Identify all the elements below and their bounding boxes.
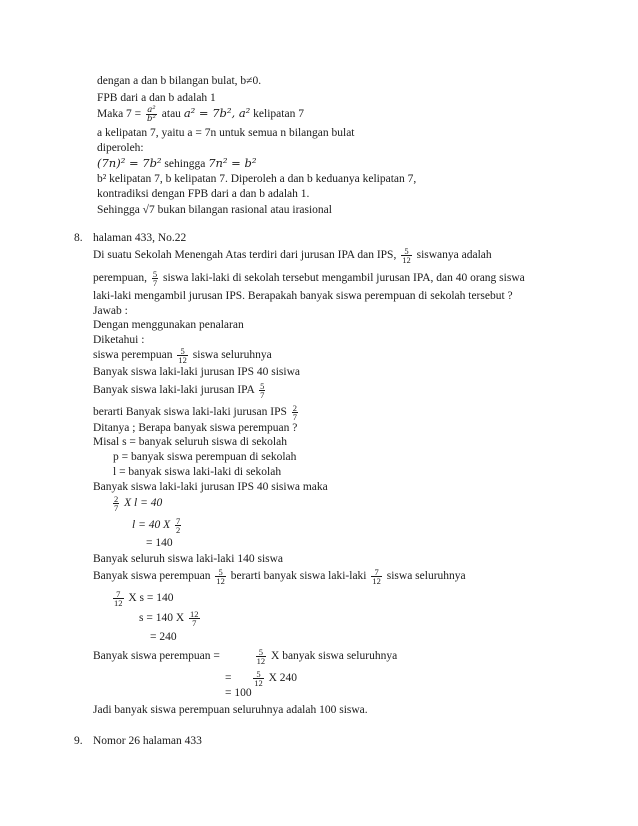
text-span: X banyak siswa seluruhnya xyxy=(271,650,398,663)
fraction xyxy=(175,517,181,534)
problem-line xyxy=(93,247,492,264)
numerator: a² xyxy=(147,105,156,115)
text-span: Maka 7 = xyxy=(97,108,142,121)
text-span: siswa seluruhnya xyxy=(192,349,272,362)
step-line: Banyak siswa laki-laki jurusan IPS 40 sisiwa maka xyxy=(93,481,328,493)
result-line: = 100 xyxy=(225,687,252,699)
item-number: 8. xyxy=(74,232,83,244)
denominator: 12 xyxy=(254,678,263,688)
text-line: dengan a dan b bilangan bulat, b≠0. xyxy=(97,75,262,87)
text-span: siswa laki-laki di sekolah tersebut mengambil jurusan IPA, dan 40 orang siswa xyxy=(162,272,525,285)
fraction xyxy=(292,404,298,421)
denominator: 7 xyxy=(260,390,265,400)
text-span: berarti banyak siswa laki-laki xyxy=(227,570,367,583)
fraction xyxy=(177,347,188,364)
let-line: Misal s = banyak seluruh siswa di sekolah xyxy=(93,436,287,448)
text-line xyxy=(97,156,256,171)
let-line: p = banyak siswa perempuan di sekolah xyxy=(113,451,297,463)
step-line xyxy=(139,610,202,627)
text-line: Dengan menggunakan penalaran xyxy=(93,319,244,331)
text-span: X 240 xyxy=(268,672,298,685)
item-number: 9. xyxy=(74,735,83,747)
text-span: siswa seluruhnya xyxy=(386,570,466,583)
text-span: Banyak siswa laki-laki jurusan IPA xyxy=(93,384,255,397)
denominator: 12 xyxy=(178,355,187,365)
text-span: sehingga xyxy=(164,158,209,170)
text-line: a kelipatan 7, yaitu a = 7n untuk semua n bilangan bulat xyxy=(97,127,355,139)
fraction xyxy=(113,590,124,607)
numerator: 5 xyxy=(215,568,226,577)
result-line xyxy=(93,648,397,665)
fraction xyxy=(259,382,265,399)
denominator: b² xyxy=(147,114,156,124)
fraction xyxy=(371,568,382,585)
fraction xyxy=(189,610,200,627)
text-span: l = 40 X xyxy=(132,519,171,532)
item-title: Nomor 26 halaman 433 xyxy=(93,735,202,747)
text-line: kontradiksi dengan FPB dari a dan b adalah 1. xyxy=(97,188,310,200)
text-span: = xyxy=(225,672,232,685)
fraction xyxy=(146,106,157,123)
numerator: 5 xyxy=(177,347,188,356)
text-span: Di suatu Sekolah Menengah Atas terdiri dari jurusan IPA dan IPS, xyxy=(93,249,397,262)
problem-line xyxy=(93,270,525,287)
known-line xyxy=(93,382,267,399)
step-line: = 140 xyxy=(146,537,173,549)
conclusion-line: Jadi banyak siswa perempuan seluruhnya adalah 100 siswa. xyxy=(93,704,368,716)
equation: (7n)² = 7b² xyxy=(97,156,162,170)
denominator: 12 xyxy=(256,656,266,666)
denominator: 2 xyxy=(175,525,181,535)
equation: 7n² = b² xyxy=(208,156,257,170)
numerator: 12 xyxy=(190,609,199,619)
fraction xyxy=(256,648,267,665)
problem-line: laki-laki mengambil jurusan IPS. Berapakah banyak siswa perempuan di sekolah tersebut ? xyxy=(93,290,513,302)
step-line: Banyak seluruh siswa laki-laki 140 siswa xyxy=(93,553,284,565)
text-span: siswanya adalah xyxy=(416,249,492,262)
step-line xyxy=(132,517,183,534)
step-line xyxy=(111,495,162,512)
denominator: 12 xyxy=(372,576,381,586)
fraction xyxy=(113,495,119,512)
text-span: Banyak siswa perempuan = xyxy=(93,650,220,663)
denominator: 7 xyxy=(292,412,297,422)
numerator: 7 xyxy=(175,516,181,526)
fraction xyxy=(152,270,158,287)
denominator: 7 xyxy=(114,503,119,513)
denominator: 7 xyxy=(152,278,158,288)
text-span: Banyak siswa perempuan xyxy=(93,570,211,583)
text-span: perempuan, xyxy=(93,272,147,285)
text-line: Diketahui : xyxy=(93,334,145,346)
text-line: diperoleh: xyxy=(97,142,144,154)
text-span: kelipatan 7 xyxy=(250,108,304,121)
text-line: Sehingga √7 bukan bilangan rasional atau irasional xyxy=(97,204,332,216)
text-span: X l = 40 xyxy=(124,497,163,510)
numerator: 7 xyxy=(371,568,382,577)
numerator: 5 xyxy=(253,670,264,679)
known-line: Banyak siswa laki-laki jurusan IPS 40 sisiwa xyxy=(93,366,300,378)
numerator: 5 xyxy=(260,381,265,391)
result-line xyxy=(225,670,297,687)
step-line xyxy=(111,590,174,607)
denominator: 12 xyxy=(402,255,411,265)
known-line xyxy=(93,404,300,421)
known-line xyxy=(93,347,272,364)
equation: a² = 7b², a² xyxy=(183,106,251,121)
denominator: 12 xyxy=(114,598,123,608)
numerator: 5 xyxy=(256,648,267,657)
denominator: 12 xyxy=(216,576,225,586)
fraction xyxy=(253,670,264,687)
numerator: 5 xyxy=(152,269,158,279)
fraction xyxy=(215,568,226,585)
denominator: 7 xyxy=(192,618,197,628)
fraction xyxy=(401,247,412,264)
numerator: 2 xyxy=(292,403,297,413)
text-line: b² kelipatan 7, b kelipatan 7. Diperoleh a dan b keduanya kelipatan 7, xyxy=(97,173,417,185)
text-line: Jawab : xyxy=(93,305,128,317)
step-line: = 240 xyxy=(150,631,177,643)
numerator: 2 xyxy=(114,494,119,504)
text-span: X s = 140 xyxy=(128,592,174,605)
let-line: l = banyak siswa laki-laki di sekolah xyxy=(113,466,282,478)
text-span: atau xyxy=(158,108,184,121)
item-title: halaman 433, No.22 xyxy=(93,232,187,244)
numerator: 7 xyxy=(113,590,124,599)
step-line xyxy=(93,568,466,585)
text-span: s = 140 X xyxy=(139,612,185,625)
text-line: FPB dari a dan b adalah 1 xyxy=(97,92,216,104)
question-line: Ditanya ; Berapa banyak siswa perempuan ? xyxy=(93,422,298,434)
text-span: siswa perempuan xyxy=(93,349,173,362)
numerator: 5 xyxy=(401,247,412,256)
text-span: berarti Banyak siswa laki-laki jurusan IPS xyxy=(93,406,287,419)
text-line xyxy=(97,106,304,123)
